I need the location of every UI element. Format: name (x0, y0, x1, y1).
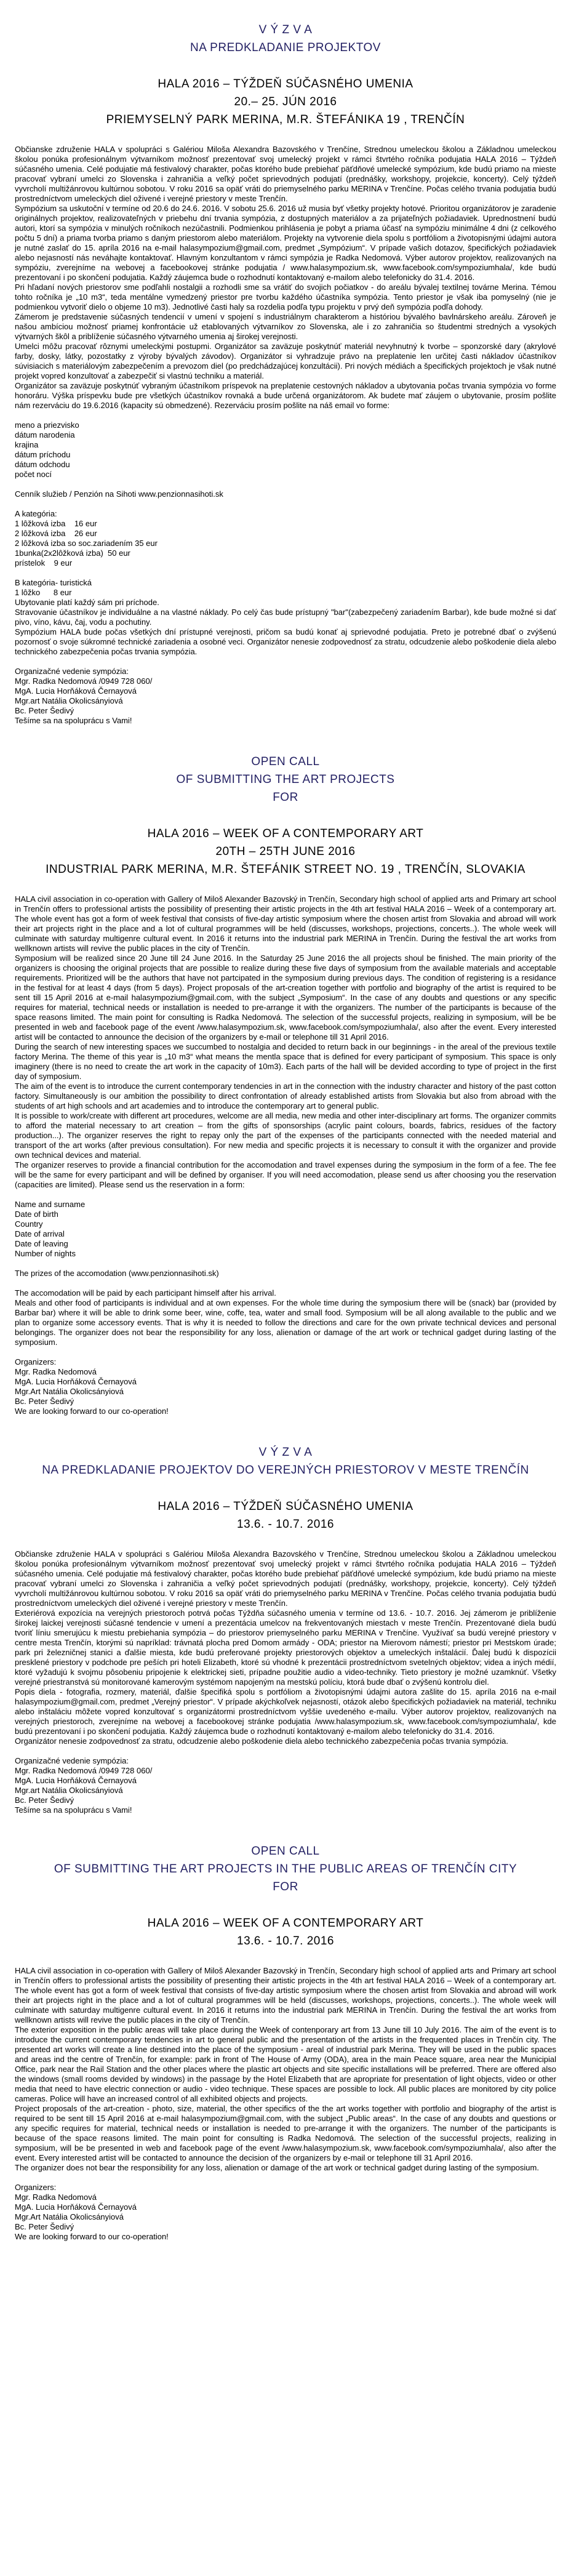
form-field-line: počet nocí (15, 470, 52, 479)
reservation-form-fields (15, 420, 556, 479)
price-list-header: Cenník služieb / Penzión na Sihoti www.penzionnasihoti.sk (15, 489, 223, 499)
call-heading-line: FOR (273, 791, 298, 804)
organizers-list (15, 1367, 556, 1406)
organizers-title: Organizers: (15, 1357, 57, 1366)
paragraph-materials: It is possible to work/create with different art procedures, welcome are all media, new media and other inter-disciplinary art forms. The organizer commits to afford the material necessary to art creation – from the gifts of sponsorships (acrylic paint colours, boards, fabrics, residues of the factory production...). The organizer reserves the right to repay only the part of the expenses of the participants connected with the needed material and transport of the art works (after previous consultation). For new media and specific projects it is necessary to consult it with the organizer and provide own technical devices and material. (15, 1111, 556, 1160)
event-title-line: HALA 2016 – WEEK OF A CONTEMPORARY ART (147, 827, 424, 840)
call-heading-line: FOR (273, 1880, 298, 1893)
paragraph-contribution: Organizátor sa zaväzuje poskytnúť vybraným účastníkom príspevok na preplatenie cestovných nákladov a ubytovania počas trvania sympózia vo forme honoráru. Výška príspevku bude pre všetkých účastníkov rovnaká a bude určená organizátorom. Ak budete mať záujem o ubytovanie, prosím pošlite nám rezerváciu do 19.6.2016 (kapacity sú obmedzené). Rezerváciu prosím pošlite na náš email vo forme: (15, 381, 556, 410)
call-heading-line: OF SUBMITTING THE ART PROJECTS IN THE PUBLIC AREAS OF TRENČÍN CITY (54, 1863, 517, 1876)
form-field-line: Date of leaving (15, 1239, 68, 1248)
organizer-line: Bc. Peter Šedivý (15, 1796, 74, 1805)
paragraph-symposium-terms: Sympózium sa uskutoční v termíne od 20.6 do 24.6. 2016. V sobotu 25.6. 2016 už musia byť všetky projekty hotové. Prioritou organizátorov je zaradenie originálnych projektov, realizovateľných v priebehu dní trvania sympózia, z dostupných materiálov a za prijateľných požiadaviek. Uprednostnení budú autori, ktorí sa sympózia v minulých ročníkoch nezúčastnili. Podmienkou prihlásenia je pobyt a priama účasť na sympóziu minimálne 4 dni (z celkového počtu 5 dní) a priama tvorba priamo s daným priestorom alebo materiálom. Projekty na vytvorenie diela spolu s portfóliom a životopisnými údajmi autora je nutné zaslať do 15. apríla 2016 na e-mail halasympozium@gmail.com, predmet „Sympózium“. V prípade vašich dotazov, špecifických požiadaviek alebo nejasností nás neváhajte kontaktovať. Hlavným konzultantom v rámci sympózia je Radka Nedomová. Výber autorov projektov, realizovaných na sympóziu, zverejníme na webovej a facebookovej stránke podujatia / www.halasympozium.sk, www.facebook.com/sympoziumhala/, kde budú prezentovaní i po skončení podujatia. Každý záujemca bude o rozhodnutí kontaktovaný e-mailom alebo telefonicky do 31.4. 2016. (15, 204, 556, 282)
call-heading (15, 753, 556, 806)
form-field-line: dátum odchodu (15, 460, 70, 469)
form-field-line: dátum príchodu (15, 450, 71, 459)
price-line: 2 lôžková izba so soc.zariadením 35 eur (15, 539, 158, 548)
paragraph-liability: Organizátor nenesie zodpovednosť za stratu, odcudzenie alebo poškodenie diela alebo technického zabezpečenia počas trvania sympózia. (15, 1736, 509, 1746)
closing-line: Tešíme sa na spoluprácu s Vami! (15, 716, 132, 725)
closing-line: Tešíme sa na spoluprácu s Vami! (15, 1805, 132, 1815)
paragraph-spaces-theme: During the search of new interesting spaces we succumbed to nostalgia and decided to return back in our beginnings - in the areal of the previous textile factory Merina. The theme of this year is „10 m3“ what means the mentla space that is defined for every participant of symposium. This space is only imaginery (there is no need to create the art work in the capacity of 10m3). Each parts of the hall will be devided according to type of project in the first day of symposium. (15, 1042, 556, 1081)
event-title-line: HALA 2016 – TÝŽDEŇ SÚČASNÉHO UMENIA (158, 1500, 413, 1513)
price-category-b-items (15, 588, 556, 598)
organizers-list (15, 1766, 556, 1805)
organizer-line: Mgr.art Natália Okolicsányiová (15, 696, 123, 705)
event-heading (15, 1498, 556, 1533)
form-field-line: Date of arrival (15, 1229, 65, 1238)
section-en-public-areas (15, 1842, 556, 2242)
organizer-line: Bc. Peter Šedivý (15, 706, 74, 715)
accommodation-prices-note: The prizes of the accomodation (www.penzionnasihoti.sk) (15, 1269, 219, 1278)
event-venue-line: INDUSTRIAL PARK MERINA, M.R. ŠTEFÁNIK STREET NO. 19 , TRENČÍN, SLOVAKIA (46, 863, 525, 876)
organizer-line: Mgr. Radka Nedomová (15, 2193, 97, 2202)
accommodation-payment-note: The accomodation will be paid by each participant himself after his arrival. (15, 1288, 276, 1298)
event-title-line: HALA 2016 – WEEK OF A CONTEMPORARY ART (147, 1917, 424, 1930)
paragraph-materials: Umelci môžu pracovať rôznymi umeleckými postupmi. Organizátor sa zaväzuje poskytnúť materiál nevyhnutný k tvorbe – sponzorské dary (akrylové farby, dosky, látky, pozostatky z výroby bývalých závodov). Organizátor si vyhradzuje právo na preplatenie len určitej časti nákladov účastníkov súvisiacich s materiálovým zabezpečením a prevozom diel (po predchádzajúcej konzultácii). Pri nových médiách a špecifických projektoch je však nutné projekt vopred konzultovať a zabezpečiť si vlastnú techniku a materiál. (15, 342, 556, 380)
event-date-line: 13.6. - 10.7. 2016 (237, 1935, 334, 1948)
call-heading (15, 1443, 556, 1479)
price-line: prístelok 9 eur (15, 558, 73, 568)
paragraph-aim: Zámerom je predstavenie súčasných tendencií v umení v spojení s industriálnym charakterom a históriou bývalého bavlnárskeho areálu. Zároveň je našou ambíciou možnosť priamej konfrontácie už etablovaných výtvarníkov zo Slovenska, ale i zo zahraničia so študentmi stredných a vysokých výtvarných škôl a priblíženie súčasného výtvarného umenia aj širokej verejnosti. (15, 312, 556, 341)
event-title-line: HALA 2016 – TÝŽDEŇ SÚČASNÉHO UMENIA (158, 78, 413, 90)
section-sk-public-spaces (15, 1443, 556, 1815)
price-category-a-title: A kategória: (15, 509, 57, 518)
paragraph-intro: Občianske združenie HALA v spolupráci s Galériou Miloša Alexandra Bazovského v Trenčíne, Strednou umeleckou školou a Základnou umeleckou školou ponúka profesionálnym výtvarníkom možnosť prezentovať svoj umelecký projekt v rámci štvrtého ročníka podujatia HALA 2016 – Týždeň súčasného umenia. Celé podujatie má festivalový charakter, počas ktorého bude prebiehať päťdňové umelecké sympózium, kde budú priamo na mieste pracovať vybraní umelci zo Slovenska i zahraničia a veľký počet sprievodných podujatí (prednášky, workshopy, projekcie, koncerty). Celý týždeň vyvrcholí multižánrovou kultúrnou sobotou. V roku 2016 sa opäť vráti do priemyselného parku MERINA v Trenčíne. Počas celého trvania podujatia budú prostredníctvom umeleckých diel oživené i verejné priestory v meste Trenčín. (15, 145, 556, 203)
organizers-title: Organizačné vedenie sympózia: (15, 667, 129, 676)
paragraph-exposition: The exterior exposition in the public areas will take place during the Week of contenporary art from 13 June till 10 July 2016. The aim of the event is to introduce the current contemporary tendencies in art to general public and the presentation of the artists in the frequented places in Trenčín city. The presented art works will create a line destined into the place of the symposium - areal of industrial park Merina. They will be used in the public spaces and areas ind the centre of Trenčín, for example: park in front of The House of Army (ODA), area in the main Peace square, area near the Municipial Office, park near the Rail Station and the other places where the plastic art objects and site specific installations will be preferred. There are offered also the windows (small rooms devided by windows) in the passage by the Hotel Elizabeth that are apropriate for presentation of light objects, video or other media that need to have electric connection or audio - video technique. These spaces are possible to lock. All public places are monitored by city police cameras. Police will have an increased control of all exhibited objects and projects. (15, 2025, 556, 2103)
event-venue-line: PRIEMYSELNÝ PARK MERINA, M.R. ŠTEFÁNIKA 19 , TRENČÍN (106, 113, 465, 126)
event-heading (15, 75, 556, 129)
call-heading-line: V Ý Z V A (258, 1446, 313, 1459)
event-heading (15, 825, 556, 878)
call-heading (15, 1842, 556, 1896)
section-sk-symposium (15, 21, 556, 726)
form-field-line: Date of birth (15, 1210, 58, 1219)
paragraph-aim: The aim of the event is to introduce the current contemporary tendencies in art in the connection with the industry character and history of the past cotton factory. Simultaneously is our ambition the possibility to direct confrontation of already established artists from Slovakia but also from abroad with the students of art high schools and art academies and to introduce the contemporary art to general public. (15, 1081, 556, 1110)
price-category-b-title: B kategória- turistická (15, 578, 92, 587)
event-date-line: 20.– 25. JÚN 2016 (234, 95, 337, 108)
paragraph-liability: The organizer does not bear the responsibility for any loss, alienation or damage of the art work or technical gadget during lasting of the symposium. (15, 2163, 539, 2172)
event-date-line: 20TH – 25TH JUNE 2016 (215, 845, 356, 858)
section-en-symposium (15, 753, 556, 1416)
form-field-line: dátum narodenia (15, 430, 75, 439)
organizer-line: MgA. Lucia Horňáková Černayová (15, 686, 137, 696)
call-heading-line: OPEN CALL (251, 755, 320, 768)
form-field-line: Country (15, 1219, 43, 1229)
form-field-line: meno a priezvisko (15, 420, 79, 430)
call-heading-line: OPEN CALL (251, 1845, 320, 1858)
organizer-line: MgA. Lucia Horňáková Černayová (15, 1377, 137, 1386)
organizers-list (15, 676, 556, 716)
organizer-line: Mgr.art Natália Okolicsányiová (15, 1786, 123, 1795)
paragraph-intro: HALA civil association in co-operation with Gallery of Miloš Alexander Bazovský in Trenčín, Secondary high school of applied arts and Primary art school in Trenčín offers to professional artists the possibility of presenting their artistic projects in the 4th art festival HALA 2016 – Week of a contemporary art. The whole event has got a form of week festival that consists of five-day artistic symposium where the chosen artist from Slovakia and abroad will work their art projects right in the place and a lot of cultural programmes will be held (discusses, workshops, projections, concerts..). The whole week will culminate with saturday multigenre cultural event. In 2016 it returns into the industrial park MERINA in Trenčín. During the festival the art works from wellknown artists will revive the public places in the city of Trenčín. (15, 1966, 556, 2024)
organizer-line: Mgr. Radka Nedomová /0949 728 060/ (15, 1766, 153, 1775)
organizer-line: Bc. Peter Šedivý (15, 2222, 74, 2231)
paragraph-intro: Občianske združenie HALA v spolupráci s Galériou Miloša Alexandra Bazovského v Trenčíne, Strednou umeleckou školou a Základnou umeleckou školou ponúka profesionálnym výtvarníkom možnosť prezentovať svoj umelecký projekt v rámci štvrtého ročníka podujatia HALA 2016 – Týždeň súčasného umenia. Celé podujatie má festivalový charakter, počas ktorého bude prebiehať päťdňové umelecké sympózium, kde budú priamo na mieste pracovať vybraní umelci zo Slovenska i zahraničia a veľký počet sprievodných podujatí (prednášky, workshopy, projekcie, koncerty). Celý týždeň vyvrcholí multižánrovou kultúrnou sobotou. V roku 2016 sa opäť vráti do priemyselného parku MERINA v Trenčíne. Počas celého trvania podujatia budú prostredníctvom umeleckých diel oživené i verejné priestory v meste Trenčín. (15, 1549, 556, 1608)
organizer-line: Mgr.Art Natália Okolicsányiová (15, 1387, 124, 1396)
event-heading (15, 1914, 556, 1950)
note-meals: Meals and other food of participants is individual and at own expenses. For the whole time during the symposium there will be (snack) bar (provided by Barbar bar) where it will be able to drink some beer, wine, coffe, tea, water and small food. Symposium will be all along available to the public and we plan to organize some accessory events. That is why it is needed to follow the directions and care for the own private technical devices and personal belongings. The organizer does not bear the responsibility for any loss, alienation or damage of the art work or technical gadget during lasting of the symposium. (15, 1298, 556, 1347)
call-heading (15, 21, 556, 57)
call-heading-line: NA PREDKLADANIE PROJEKTOV DO VEREJNÝCH PRIESTOROV V MESTE TRENČÍN (42, 1464, 529, 1477)
closing-line: We are looking forward to our co-operation! (15, 1406, 169, 1416)
form-field-line: Name and surname (15, 1200, 86, 1209)
note-accommodation-payment: Ubytovanie platí každý sám pri príchode. (15, 598, 159, 607)
paragraph-submission: Project proposals of the art-creation - photo, size, material, the other specifics of the the art works together with portfolio and biography of the artist is required to be sent till 15 April 2016 at e-mail halasympozium@gmail.com, with the subject „Public areas“. In the case of any doubts and questions or any specific requires for material, technical needs or installation is needed to pre-arrange it with the organizers. The number of the participants is because of the space reasons limited. The main point for consulting is Radka Nedomová. The selection of the successful projects, realizing in symposium, will be be presented in web and facebook page of the event /www.halasympozium.sk, www.facebook.com/sympoziumhala/, also after the event. Every interested artist will be contacted to announce the decision of the organizers by e-mail or telephone till 31 April 2016. (15, 2104, 556, 2162)
note-meals: Stravovanie účastníkov je individuálne a na vlastné náklady. Po celý čas bude prístupný "bar"(zabezpečený zariadením Barbar), kde bude možné si dať pivo, víno, kávu, čaj, vodu a pochutiny. (15, 608, 556, 627)
organizer-line: Bc. Peter Šedivý (15, 1397, 74, 1406)
organizer-line: MgA. Lucia Horňáková Černayová (15, 1776, 137, 1785)
organizers-title: Organizers: (15, 2183, 57, 2192)
event-date-line: 13.6. - 10.7. 2016 (237, 1518, 334, 1531)
call-heading-line: NA PREDKLADANIE PROJEKTOV (190, 41, 381, 54)
organizer-line: Mgr.Art Natália Okolicsányiová (15, 2212, 124, 2221)
form-field-line: Number of nights (15, 1249, 76, 1258)
closing-line: We are looking forward to our co-operation! (15, 2232, 169, 2241)
price-line: 1 lôžko 8 eur (15, 588, 72, 597)
organizer-line: MgA. Lucia Horňáková Černayová (15, 2202, 137, 2212)
note-public-access: Sympózium HALA bude počas všetkých dní prístupné verejnosti, pričom sa budú konať aj sprievodné podujatia. Preto je potrebné dbať o zvýšenú pozornosť o svoje súkromné technické zariadenia a osobné veci. Organizátor nenesie zodpovednosť za stratu, odcudzenie alebo poškodenie diela alebo technického zabezpečenia počas trvania sympózia. (15, 627, 556, 656)
paragraph-submission: Popis diela - fotografia, rozmery, materiál, ďalšie špecifiká spolu s portfóliom a životopisnými údajmi autora zašlite do 15. apríla 2016 na e-mail halasympozium@gmail.com, predmet „Verejný priestor“. V prípade akýchkoľvek nejasností, otázok alebo špecifických požiadaviek na materiál, techniku alebo inštaláciu môžete vopred konzultovať s organizátormi prostredníctvom vyššie uvedeného e-mailu. Výber autorov projektov, realizovaných na verejných priestoroch, zverejníme na webovej a facebookovej stránke podujatia /www.halasympozium.sk, www.facebook.com/sympoziumhala/, kde budú prezentovaní i po skončení podujatia. Každý záujemca bude o rozhodnutí kontaktovaný e-mailom alebo telefonicky do 31.4. 2016. (15, 1687, 556, 1736)
paragraph-spaces-theme: Pri hľadaní nových priestorov sme podľahli nostalgii a rozhodli sme sa vrátiť do svojich počiatkov - do areálu bývalej textilnej továrne Merina. Témou tohto ročníka je „10 m3“, teda mentálne vymedzený priestor pre tvorbu každého účastníka sympózia. Tento priestor je však iba pomyselný (nie je podmienkou vytvoriť dielo o objeme 10 m3). Jednotlivé časti haly sa rozdelia podľa typu projektu v prvý deň sympózia podľa dohody. (15, 283, 556, 311)
paragraph-intro: HALA civil association in co-operation with Gallery of Miloš Alexander Bazovský in Trenčín, Secondary high school of applied arts and Primary art school in Trenčín offers to professional artists the possibility of presenting their artistic projects in the 4th art festival HALA 2016 – Week of a contemporary art. The whole event has got a form of week festival that consists of five-day artistic symposium where the chosen artist from Slovakia and abroad will work their art projects right in the place and a lot of cultural programmes will be held (discusses, workshops, projections, concerts..). The whole week will culminate with saturday multigenre cultural event. In 2016 it returns into the industrial park MERINA in Trenčín. During the festival the art works from wellknown artists will revive the public places in the city of Trenčín. (15, 894, 556, 953)
organizer-line: Mgr. Radka Nedomová /0949 728 060/ (15, 676, 153, 686)
paragraph-contribution: The organizer reserves to provide a financial contribution for the accomodation and travel expenses during the symposium in the form of a fee. The fee will be the same for every participant and will be defined by organiser. If you will need accomodation, please send us after choosing you the reservation (capacities are limited). Please send us the reservation in a form: (15, 1160, 556, 1189)
organizers-list (15, 2193, 556, 2232)
price-category-a-items (15, 519, 556, 568)
form-field-line: krajina (15, 440, 39, 449)
call-heading-line: OF SUBMITTING THE ART PROJECTS (176, 773, 395, 786)
call-heading-line: V Ý Z V A (258, 23, 313, 36)
reservation-form-fields (15, 1200, 556, 1259)
price-line: 1bunka(2x2lôžková izba) 50 eur (15, 548, 130, 558)
price-line: 2 lôžková izba 26 eur (15, 529, 97, 538)
price-line: 1 lôžková izba 16 eur (15, 519, 97, 528)
organizers-title: Organizačné vedenie sympózia: (15, 1756, 129, 1765)
organizer-line: Mgr. Radka Nedomová (15, 1367, 97, 1376)
paragraph-symposium-terms: Symposium will be realized since 20 June till 24 June 2016. In the Saturday 25 June 2016 the all projects shoul be finished. The main priority of the organizers is choosing the original projects that are possible to realize during these five days of symposium from the available materials and acceptable requirements. Prioritized will be the authors that have not partcipated in the symposium during previous days. The condition of registering is a residance in the festival for at least 4 days (from 5 days). Project proposals of the art-creation together with portfolio and biography of the artist is required to be sent till 15 April 2016 at e-mail halasympozium@gmail.com, with the subject „Symposium“. In the case of any doubts and questions or any specific requires for material, technical needs or installation is needed to pre-arrange it with the organizers. The number of the participants is because of the space reasons limited. The main point for consulting is Radka Nedomová. The selection of the successful projects, realizing in symposium, will be be presented in web and facebook page of the event /www.halasympozium.sk, www.facebook.com/sympoziumhala/, also after the event. Every interested artist will be contacted to announce the decision of the organizers by e-mail or telephone till 31 April 2016. (15, 953, 556, 1041)
paragraph-exposition: Exteriérová expozícia na verejných priestoroch potrvá počas Týždňa súčasného umenia v termíne od 13.6. - 10.7. 2016. Jej zámerom je priblíženie širokej laickej verejnosti súčasné tendencie v umení a prezentácia umelcov na frekventovaných miestach v meste Trenčín. Prezentované diela budú tvoriť líniu smerujúcu k miestu prebiehania sympózia – do priestorov priemyselného parku MERINA v Trenčíne. Využívať sa budú verejné priestory v centre mesta Trenčín, ktorými sú napríklad: trávnatá plocha pred Domom armády - ODA; priestor na Mierovom námestí; priestor pri Mestskom úrade; park pri železničnej stanici a ďalšie miesta, kde budú preferované projekty priestorových objektov a umeleckých inštalácií. Ďalej budú k dispozícii presklené priestory v podchode pre peších pri hoteli Elizabeth, ktoré sú vhodné k prezentácii prostredníctvom svetelných objektov; videa a iných médií, ktoré vyžadujú k svojmu pôsobeniu pripojenie k elektrickej sieti, prípadne použitie audio a video-techniky. Tieto priestory je možné uzamknúť. Všetky verejné priestranstvá sú monitorované kamerovým systémom napojeným na mestskú políciu, ktorá bude dbať o zvýšenú kontrolu diel. (15, 1608, 556, 1687)
